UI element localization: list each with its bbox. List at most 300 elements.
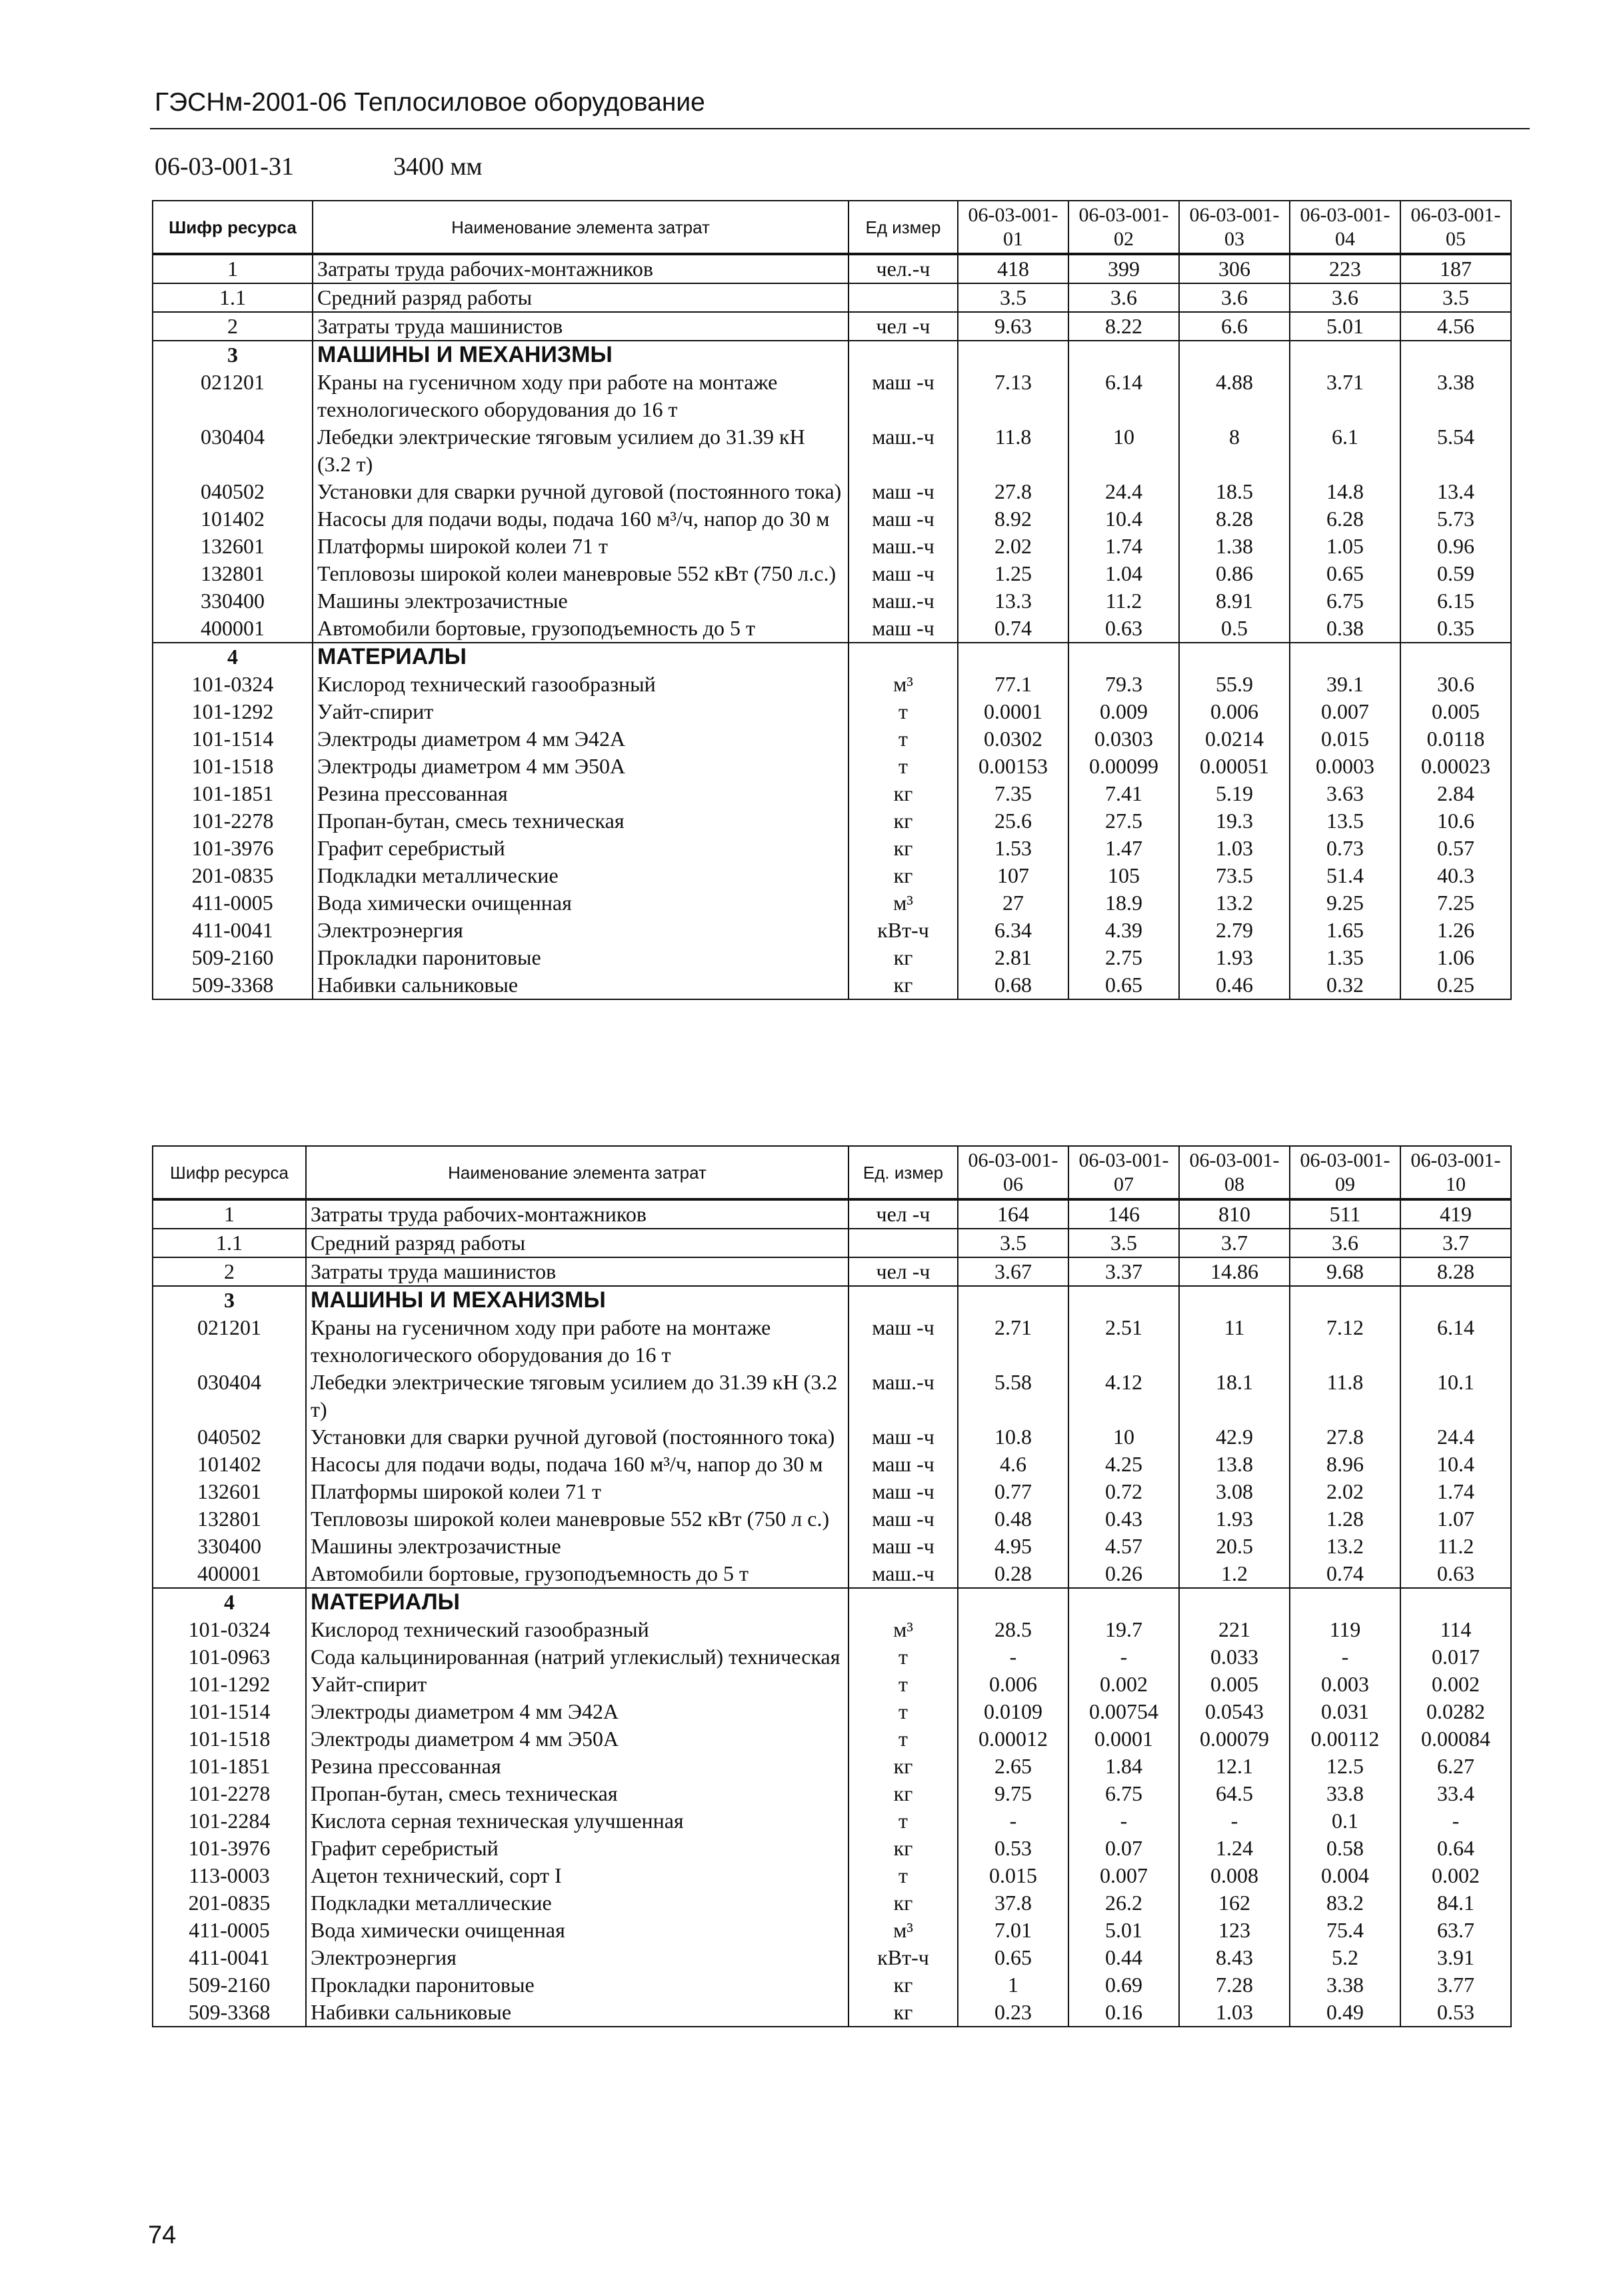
cost-element-name: Электроды диаметром 4 мм Э50А bbox=[306, 1725, 848, 1753]
value-cell: 2.79 bbox=[1179, 917, 1290, 944]
value-cell: 164 bbox=[958, 1199, 1068, 1229]
section-row bbox=[153, 1588, 1511, 1616]
resource-code: 101-2284 bbox=[153, 1807, 306, 1835]
table-row bbox=[153, 1671, 1511, 1698]
unit-cell: маш.-ч bbox=[848, 1560, 958, 1588]
value-cell: 7.12 bbox=[1290, 1314, 1400, 1369]
value-cell: 123 bbox=[1179, 1917, 1290, 1944]
value-cell: 0.0543 bbox=[1179, 1698, 1290, 1725]
unit-cell: кг bbox=[848, 1971, 958, 1999]
value-cell: 3.67 bbox=[958, 1257, 1068, 1286]
value-cell bbox=[958, 341, 1068, 369]
cost-element-name: Электроды диаметром 4 мм Э50А bbox=[313, 753, 848, 780]
resource-code: 040502 bbox=[153, 478, 313, 505]
header-column: 06-03-001-10 bbox=[1400, 1146, 1511, 1199]
value-cell: 187 bbox=[1400, 254, 1511, 283]
value-cell: 10.4 bbox=[1400, 1451, 1511, 1478]
value-cell: 0.44 bbox=[1068, 1944, 1179, 1971]
value-cell bbox=[1400, 643, 1511, 671]
value-cell: 4.88 bbox=[1179, 369, 1290, 423]
value-cell: 0.00012 bbox=[958, 1725, 1068, 1753]
resource-code: 101402 bbox=[153, 1451, 306, 1478]
value-cell: 2.71 bbox=[958, 1314, 1068, 1369]
unit-cell: м³ bbox=[848, 1917, 958, 1944]
cost-element-name: Лебедки электрические тяговым усилием до 31.39 кН (3.2 т) bbox=[313, 423, 848, 478]
value-cell bbox=[1068, 1286, 1179, 1314]
cost-element-name: Краны на гусеничном ходу при работе на монтаже технологического оборудования до 16 т bbox=[313, 369, 848, 423]
cost-element-name: Электроды диаметром 4 мм Э42А bbox=[306, 1698, 848, 1725]
value-cell: 11.8 bbox=[1290, 1369, 1400, 1423]
value-cell: 0.0303 bbox=[1068, 725, 1179, 753]
value-cell: 33.8 bbox=[1290, 1780, 1400, 1807]
header-cost-element: Наименование элемента затрат bbox=[313, 201, 848, 254]
value-cell: 0.00084 bbox=[1400, 1725, 1511, 1753]
header-column: 06-03-001-02 bbox=[1068, 201, 1179, 254]
resource-code: 101-1851 bbox=[153, 1753, 306, 1780]
value-cell: 0.0302 bbox=[958, 725, 1068, 753]
value-cell: 20.5 bbox=[1179, 1533, 1290, 1560]
value-cell: 2.02 bbox=[1290, 1478, 1400, 1505]
resource-code: 101-1851 bbox=[153, 780, 313, 807]
unit-cell: чел -ч bbox=[848, 1257, 958, 1286]
value-cell: 9.25 bbox=[1290, 889, 1400, 917]
table-row bbox=[153, 560, 1511, 587]
table-row bbox=[153, 423, 1511, 478]
resource-code: 101-2278 bbox=[153, 1780, 306, 1807]
resource-code: 509-2160 bbox=[153, 944, 313, 971]
unit-cell: кг bbox=[848, 1889, 958, 1917]
value-cell: 162 bbox=[1179, 1889, 1290, 1917]
value-cell: 0.009 bbox=[1068, 698, 1179, 725]
value-cell: 10.4 bbox=[1068, 505, 1179, 533]
value-cell: 3.08 bbox=[1179, 1478, 1290, 1505]
resource-code: 030404 bbox=[153, 1369, 306, 1423]
value-cell: - bbox=[958, 1807, 1068, 1835]
value-cell: 2.65 bbox=[958, 1753, 1068, 1780]
value-cell bbox=[1179, 1286, 1290, 1314]
table-row bbox=[153, 671, 1511, 698]
value-cell: 0.007 bbox=[1290, 698, 1400, 725]
value-cell: 5.01 bbox=[1290, 312, 1400, 341]
unit-cell: маш.-ч bbox=[848, 533, 958, 560]
unit-cell: т bbox=[848, 753, 958, 780]
value-cell: 14.86 bbox=[1179, 1257, 1290, 1286]
value-cell: 0.002 bbox=[1400, 1671, 1511, 1698]
resource-code: 3 bbox=[153, 341, 313, 369]
table-row bbox=[153, 944, 1511, 971]
cost-element-name: Средний разряд работы bbox=[313, 283, 848, 312]
resource-code: 1.1 bbox=[153, 1229, 306, 1257]
table-row bbox=[153, 1616, 1511, 1643]
value-cell: 1.04 bbox=[1068, 560, 1179, 587]
value-cell: 30.6 bbox=[1400, 671, 1511, 698]
value-cell: 105 bbox=[1068, 862, 1179, 889]
table-row bbox=[153, 1971, 1511, 1999]
cost-element-name: Автомобили бортовые, грузоподъемность до 5 т bbox=[313, 615, 848, 643]
header-resource-code: Шифр ресурса bbox=[153, 1146, 306, 1199]
value-cell: 9.68 bbox=[1290, 1257, 1400, 1286]
cost-element-name: Тепловозы широкой колеи маневровые 552 кВт (750 л.с.) bbox=[313, 560, 848, 587]
resource-code: 101-2278 bbox=[153, 807, 313, 835]
value-cell: 0.002 bbox=[1400, 1862, 1511, 1889]
value-cell: 0.00079 bbox=[1179, 1725, 1290, 1753]
table-row bbox=[153, 369, 1511, 423]
unit-cell: т bbox=[848, 1725, 958, 1753]
value-cell: 0.26 bbox=[1068, 1560, 1179, 1588]
resource-code: 101-3976 bbox=[153, 835, 313, 862]
value-cell: 4.12 bbox=[1068, 1369, 1179, 1423]
value-cell: 1.07 bbox=[1400, 1505, 1511, 1533]
table-row bbox=[153, 889, 1511, 917]
table-row bbox=[153, 698, 1511, 725]
value-cell: 6.75 bbox=[1068, 1780, 1179, 1807]
cost-element-name: Подкладки металлические bbox=[313, 862, 848, 889]
cost-element-name: Машины электрозачистные bbox=[313, 587, 848, 615]
value-cell: 5.58 bbox=[958, 1369, 1068, 1423]
table-row bbox=[153, 1835, 1511, 1862]
unit-cell: кг bbox=[848, 807, 958, 835]
unit-cell bbox=[848, 283, 958, 312]
cost-element-name: Средний разряд работы bbox=[306, 1229, 848, 1257]
cost-element-name: Лебедки электрические тяговым усилием до 31.39 кН (3.2 т) bbox=[306, 1369, 848, 1423]
cost-element-name: МАШИНЫ И МЕХАНИЗМЫ bbox=[306, 1286, 848, 1314]
cost-element-name: Резина прессованная bbox=[306, 1753, 848, 1780]
value-cell: 27.5 bbox=[1068, 807, 1179, 835]
unit-cell: т bbox=[848, 1807, 958, 1835]
cost-element-name: Прокладки паронитовые bbox=[313, 944, 848, 971]
unit-cell: т bbox=[848, 725, 958, 753]
value-cell: 3.38 bbox=[1400, 369, 1511, 423]
value-cell: - bbox=[958, 1643, 1068, 1671]
value-cell: 0.63 bbox=[1068, 615, 1179, 643]
unit-cell: маш -ч bbox=[848, 369, 958, 423]
value-cell: 0.0001 bbox=[1068, 1725, 1179, 1753]
resource-code: 101-1292 bbox=[153, 1671, 306, 1698]
unit-cell: кг bbox=[848, 780, 958, 807]
resource-code: 132601 bbox=[153, 533, 313, 560]
value-cell: 7.25 bbox=[1400, 889, 1511, 917]
table-row bbox=[153, 283, 1511, 312]
value-cell: 9.75 bbox=[958, 1780, 1068, 1807]
cost-table-1 bbox=[152, 200, 1512, 1000]
table-row bbox=[153, 1917, 1511, 1944]
value-cell: 0.63 bbox=[1400, 1560, 1511, 1588]
value-cell: 25.6 bbox=[958, 807, 1068, 835]
cost-element-name: Платформы широкой колеи 71 т bbox=[313, 533, 848, 560]
value-cell: 0.003 bbox=[1290, 1671, 1400, 1698]
cost-element-name: Подкладки металлические bbox=[306, 1889, 848, 1917]
resource-code: 101-3976 bbox=[153, 1835, 306, 1862]
header-divider bbox=[150, 128, 1530, 129]
unit-cell: кВт-ч bbox=[848, 917, 958, 944]
unit-cell: кг bbox=[848, 1999, 958, 2027]
resource-code: 101-1514 bbox=[153, 1698, 306, 1725]
value-cell: 0.77 bbox=[958, 1478, 1068, 1505]
value-cell: 19.3 bbox=[1179, 807, 1290, 835]
value-cell: 0.32 bbox=[1290, 971, 1400, 999]
value-cell: 0.0214 bbox=[1179, 725, 1290, 753]
table-row bbox=[153, 753, 1511, 780]
table-row bbox=[153, 780, 1511, 807]
value-cell: 223 bbox=[1290, 254, 1400, 283]
cost-element-name: Кислород технический газообразный bbox=[306, 1616, 848, 1643]
cost-element-name: Установки для сварки ручной дуговой (постоянного тока) bbox=[313, 478, 848, 505]
value-cell: 0.53 bbox=[958, 1835, 1068, 1862]
value-cell: 83.2 bbox=[1290, 1889, 1400, 1917]
cost-element-name: Затраты труда машинистов bbox=[306, 1257, 848, 1286]
resource-code: 132801 bbox=[153, 560, 313, 587]
value-cell: 3.6 bbox=[1179, 283, 1290, 312]
cost-element-name: Прокладки паронитовые bbox=[306, 1971, 848, 1999]
value-cell: 1.74 bbox=[1400, 1478, 1511, 1505]
header-resource-code: Шифр ресурса bbox=[153, 201, 313, 254]
value-cell: 10.8 bbox=[958, 1423, 1068, 1451]
value-cell: 8.91 bbox=[1179, 587, 1290, 615]
value-cell: 3.5 bbox=[1400, 283, 1511, 312]
value-cell: 6.27 bbox=[1400, 1753, 1511, 1780]
value-cell: 3.7 bbox=[1179, 1229, 1290, 1257]
unit-cell: кг bbox=[848, 944, 958, 971]
table-row bbox=[153, 1862, 1511, 1889]
unit-cell: маш -ч bbox=[848, 560, 958, 587]
value-cell: 6.28 bbox=[1290, 505, 1400, 533]
cost-element-name: Автомобили бортовые, грузоподъемность до 5 т bbox=[306, 1560, 848, 1588]
section-row bbox=[153, 341, 1511, 369]
table-row bbox=[153, 807, 1511, 835]
value-cell: 221 bbox=[1179, 1616, 1290, 1643]
table-row bbox=[153, 1753, 1511, 1780]
unit-cell: маш -ч bbox=[848, 1314, 958, 1369]
cost-element-name: Электроэнергия bbox=[306, 1944, 848, 1971]
resource-code: 2 bbox=[153, 1257, 306, 1286]
value-cell: 0.033 bbox=[1179, 1643, 1290, 1671]
resource-code: 3 bbox=[153, 1286, 306, 1314]
unit-cell: чел.-ч bbox=[848, 254, 958, 283]
table-row bbox=[153, 1257, 1511, 1286]
value-cell: 24.4 bbox=[1400, 1423, 1511, 1451]
value-cell: 0.008 bbox=[1179, 1862, 1290, 1889]
value-cell: 0.46 bbox=[1179, 971, 1290, 999]
resource-code: 400001 bbox=[153, 1560, 306, 1588]
header-unit: Ед. измер bbox=[848, 1146, 958, 1199]
value-cell: - bbox=[1068, 1643, 1179, 1671]
value-cell: 0.015 bbox=[1290, 725, 1400, 753]
table-row bbox=[153, 1369, 1511, 1423]
resource-code: 509-2160 bbox=[153, 1971, 306, 1999]
value-cell: 0.23 bbox=[958, 1999, 1068, 2027]
resource-code: 101-1518 bbox=[153, 1725, 306, 1753]
value-cell: 13.2 bbox=[1179, 889, 1290, 917]
table-row bbox=[153, 917, 1511, 944]
value-cell: 1.38 bbox=[1179, 533, 1290, 560]
resource-code: 201-0835 bbox=[153, 862, 313, 889]
resource-code: 021201 bbox=[153, 369, 313, 423]
value-cell: 10.1 bbox=[1400, 1369, 1511, 1423]
value-cell: 4.56 bbox=[1400, 312, 1511, 341]
value-cell bbox=[1068, 1588, 1179, 1616]
value-cell: 399 bbox=[1068, 254, 1179, 283]
value-cell: 0.00023 bbox=[1400, 753, 1511, 780]
value-cell: 42.9 bbox=[1179, 1423, 1290, 1451]
value-cell: 0.25 bbox=[1400, 971, 1511, 999]
value-cell: 1 bbox=[958, 1971, 1068, 1999]
table-row bbox=[153, 505, 1511, 533]
value-cell bbox=[1290, 1588, 1400, 1616]
value-cell: 0.007 bbox=[1068, 1862, 1179, 1889]
cost-element-name: Электроэнергия bbox=[313, 917, 848, 944]
table-row bbox=[153, 1229, 1511, 1257]
value-cell: 63.7 bbox=[1400, 1917, 1511, 1944]
value-cell: 13.5 bbox=[1290, 807, 1400, 835]
unit-cell bbox=[848, 1588, 958, 1616]
value-cell: 0.5 bbox=[1179, 615, 1290, 643]
resource-code: 330400 bbox=[153, 1533, 306, 1560]
table-row bbox=[153, 312, 1511, 341]
resource-code: 330400 bbox=[153, 587, 313, 615]
table-row bbox=[153, 862, 1511, 889]
unit-cell: маш.-ч bbox=[848, 1369, 958, 1423]
value-cell: 13.3 bbox=[958, 587, 1068, 615]
resource-code: 021201 bbox=[153, 1314, 306, 1369]
value-cell: 12.1 bbox=[1179, 1753, 1290, 1780]
value-cell: 0.0109 bbox=[958, 1698, 1068, 1725]
unit-cell: маш -ч bbox=[848, 615, 958, 643]
unit-cell: т bbox=[848, 1643, 958, 1671]
unit-cell bbox=[848, 341, 958, 369]
value-cell: 3.6 bbox=[1290, 1229, 1400, 1257]
value-cell: 0.28 bbox=[958, 1560, 1068, 1588]
value-cell: 28.5 bbox=[958, 1616, 1068, 1643]
value-cell: 12.5 bbox=[1290, 1753, 1400, 1780]
value-cell: 0.65 bbox=[1068, 971, 1179, 999]
value-cell: 40.3 bbox=[1400, 862, 1511, 889]
value-cell: 4.57 bbox=[1068, 1533, 1179, 1560]
value-cell: 0.64 bbox=[1400, 1835, 1511, 1862]
cost-element-name: МАТЕРИАЛЫ bbox=[306, 1588, 848, 1616]
value-cell bbox=[1179, 643, 1290, 671]
table-row bbox=[153, 725, 1511, 753]
value-cell: 0.35 bbox=[1400, 615, 1511, 643]
value-cell: 2.84 bbox=[1400, 780, 1511, 807]
header-column: 06-03-001-03 bbox=[1179, 201, 1290, 254]
resource-code: 101-1292 bbox=[153, 698, 313, 725]
value-cell: 1.35 bbox=[1290, 944, 1400, 971]
table-row bbox=[153, 533, 1511, 560]
value-cell: 3.5 bbox=[958, 283, 1068, 312]
unit-cell: т bbox=[848, 1698, 958, 1725]
resource-code: 101-0324 bbox=[153, 671, 313, 698]
cost-element-name: Установки для сварки ручной дуговой (постоянного тока) bbox=[306, 1423, 848, 1451]
value-cell: 8.43 bbox=[1179, 1944, 1290, 1971]
table-row bbox=[153, 1505, 1511, 1533]
value-cell: 11.8 bbox=[958, 423, 1068, 478]
value-cell: 27 bbox=[958, 889, 1068, 917]
value-cell: 2.81 bbox=[958, 944, 1068, 971]
unit-cell: кг bbox=[848, 971, 958, 999]
cost-element-name: Пропан-бутан, смесь техническая bbox=[306, 1780, 848, 1807]
value-cell: 8.28 bbox=[1400, 1257, 1511, 1286]
table-row bbox=[153, 1451, 1511, 1478]
page-number: 74 bbox=[148, 2221, 177, 2249]
value-cell: 0.69 bbox=[1068, 1971, 1179, 1999]
resource-code: 509-3368 bbox=[153, 971, 313, 999]
value-cell: 75.4 bbox=[1290, 1917, 1400, 1944]
value-cell: 14.8 bbox=[1290, 478, 1400, 505]
value-cell: 0.00051 bbox=[1179, 753, 1290, 780]
cost-element-name: Уайт-спирит bbox=[313, 698, 848, 725]
unit-cell: маш -ч bbox=[848, 478, 958, 505]
resource-code: 132801 bbox=[153, 1505, 306, 1533]
value-cell: 27.8 bbox=[958, 478, 1068, 505]
value-cell: 3.5 bbox=[1068, 1229, 1179, 1257]
value-cell: 6.1 bbox=[1290, 423, 1400, 478]
table-row bbox=[153, 835, 1511, 862]
value-cell: 18.9 bbox=[1068, 889, 1179, 917]
value-cell bbox=[1400, 1286, 1511, 1314]
resource-code: 400001 bbox=[153, 615, 313, 643]
value-cell: 39.1 bbox=[1290, 671, 1400, 698]
unit-cell: кг bbox=[848, 1835, 958, 1862]
value-cell bbox=[1290, 341, 1400, 369]
unit-cell: маш -ч bbox=[848, 1451, 958, 1478]
header-column: 06-03-001-05 bbox=[1400, 201, 1511, 254]
value-cell: 2.51 bbox=[1068, 1314, 1179, 1369]
value-cell: 3.71 bbox=[1290, 369, 1400, 423]
value-cell bbox=[958, 1286, 1068, 1314]
value-cell: 8.28 bbox=[1179, 505, 1290, 533]
resource-code: 101-1518 bbox=[153, 753, 313, 780]
cost-element-name: Пропан-бутан, смесь техническая bbox=[313, 807, 848, 835]
resource-code: 101402 bbox=[153, 505, 313, 533]
cost-element-name: Затраты труда рабочих-монтажников bbox=[313, 254, 848, 283]
value-cell: 26.2 bbox=[1068, 1889, 1179, 1917]
value-cell: 6.34 bbox=[958, 917, 1068, 944]
unit-cell: кг bbox=[848, 1780, 958, 1807]
value-cell: 19.7 bbox=[1068, 1616, 1179, 1643]
value-cell: 0.86 bbox=[1179, 560, 1290, 587]
value-cell: 0.00112 bbox=[1290, 1725, 1400, 1753]
cost-element-name: Графит серебристый bbox=[306, 1835, 848, 1862]
unit-cell bbox=[848, 643, 958, 671]
value-cell: 1.24 bbox=[1179, 1835, 1290, 1862]
value-cell: 84.1 bbox=[1400, 1889, 1511, 1917]
value-cell: 6.14 bbox=[1400, 1314, 1511, 1369]
cost-element-name: Кислота серная техническая улучшенная bbox=[306, 1807, 848, 1835]
document-title: ГЭСНм-2001-06 Теплосиловое оборудование bbox=[155, 88, 705, 117]
value-cell: 6.6 bbox=[1179, 312, 1290, 341]
value-cell: 18.5 bbox=[1179, 478, 1290, 505]
value-cell: 7.41 bbox=[1068, 780, 1179, 807]
value-cell: 0.005 bbox=[1400, 698, 1511, 725]
unit-cell: м³ bbox=[848, 671, 958, 698]
value-cell: 1.26 bbox=[1400, 917, 1511, 944]
resource-code: 040502 bbox=[153, 1423, 306, 1451]
table-row bbox=[153, 1533, 1511, 1560]
value-cell: 13.4 bbox=[1400, 478, 1511, 505]
cost-element-name: Насосы для подачи воды, подача 160 м³/ч, напор до 30 м bbox=[306, 1451, 848, 1478]
table-row bbox=[153, 1199, 1511, 1229]
value-cell: 2.75 bbox=[1068, 944, 1179, 971]
value-cell: 419 bbox=[1400, 1199, 1511, 1229]
value-cell: 1.93 bbox=[1179, 944, 1290, 971]
value-cell: - bbox=[1179, 1807, 1290, 1835]
value-cell: 5.19 bbox=[1179, 780, 1290, 807]
value-cell: 11.2 bbox=[1400, 1533, 1511, 1560]
value-cell: 1.47 bbox=[1068, 835, 1179, 862]
value-cell: 418 bbox=[958, 254, 1068, 283]
table-row bbox=[153, 1423, 1511, 1451]
value-cell: 10.6 bbox=[1400, 807, 1511, 835]
